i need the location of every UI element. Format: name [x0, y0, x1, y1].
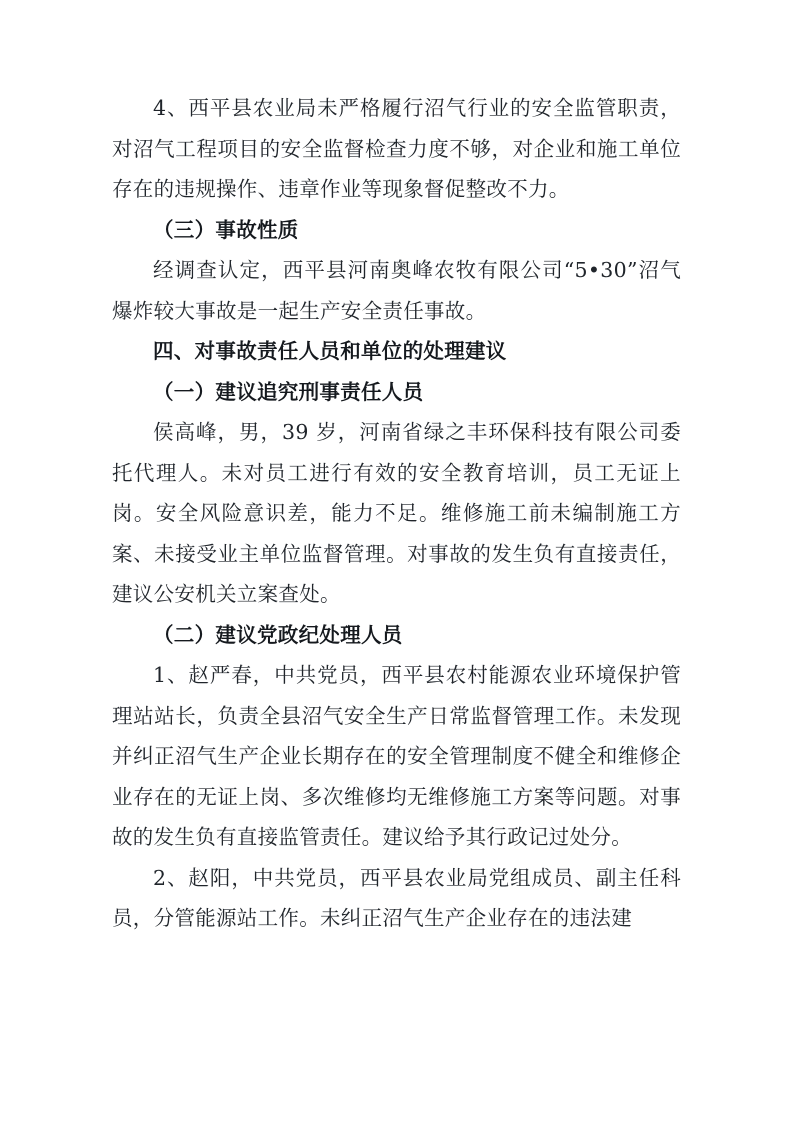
heading-accident-nature: （三）事故性质	[153, 217, 299, 242]
paragraph-zhaoyang: 2、赵阳，中共党员，西平县农业局党组成员、副主任科员，分管能源站工作。未纠正沼气生产企业存在的违法建	[112, 865, 681, 930]
heading-criminal-liability: （一）建议追究刑事责任人员	[153, 379, 424, 404]
heading-party-discipline: （二）建议党政纪处理人员	[153, 622, 403, 647]
paragraph-section3-item4: 4、西平县农业局未严格履行沼气行业的安全监管职责，对沼气工程项目的安全监督检查力度不够，对企业和施工单位存在的违规操作、违章作业等现象督促整改不力。	[112, 96, 681, 201]
paragraph-hougaofeng: 侯高峰，男，39 岁，河南省绿之丰环保科技有限公司委托代理人。未对员工进行有效的安全教育培训，员工无证上岗。安全风险意识差，能力不足。维修施工前未编制施工方案、未接受业主单位监督管理。对事故的发生负有直接责任，建议公安机关立案查处。	[112, 420, 681, 606]
heading-section4: 四、对事故责任人员和单位的处理建议	[153, 339, 507, 363]
paragraph-zhaoyanchun: 1、赵严春，中共党员，西平县农村能源农业环境保护管理站站长，负责全县沼气安全生产日常监督管理工作。未发现并纠正沼气生产企业长期存在的安全管理制度不健全和维修企业存在的无证上岗、多次维修均无维修施工方案等问题。对事故的发生负有直接监管责任。建议给予其行政记过处分。	[112, 663, 681, 849]
paragraph-accident-nature: 经调查认定，西平县河南奥峰农牧有限公司“5•30”沼气爆炸较大事故是一起生产安全责任事故。	[112, 258, 681, 323]
document-body	[112, 88, 681, 939]
